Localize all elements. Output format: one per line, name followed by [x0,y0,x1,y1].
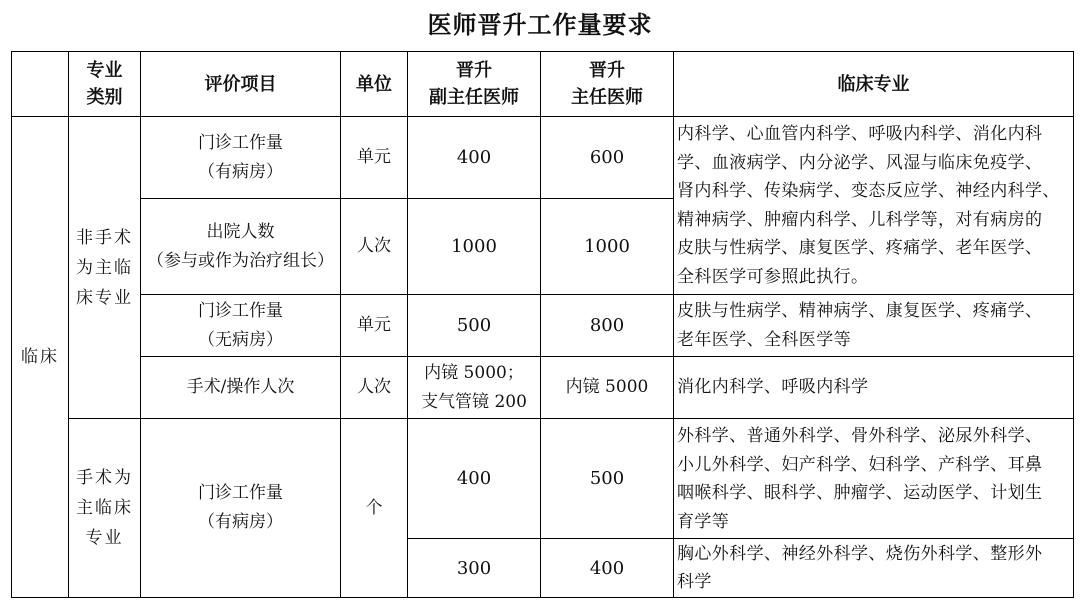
item-cell [141,199,341,295]
header-item: 评价项目 [141,52,341,117]
header-chief [541,52,674,117]
unit-cell: 单元 [341,117,408,199]
specialty-line: 全科医学可参照此执行。 [677,266,869,287]
deputy-cell [408,357,541,419]
specialty-cell [674,539,1074,598]
deputy-cell: 500 [408,295,541,357]
header-chief-line1: 晋升 [589,60,625,81]
chief-cell: 500 [541,419,674,539]
header-unit: 单位 [341,52,408,117]
specialty-line: 消化内科学、呼吸内科学 [677,377,869,398]
specialty-cell [674,295,1074,357]
deputy-cell: 400 [408,117,541,199]
chief-cell: 内镜 5000 [541,357,674,419]
unit-cell: 人次 [341,357,408,419]
item-line1: 出院人数 [206,221,275,242]
category-nonsurgical [69,117,141,419]
specialty-line: 学、血液病学、内分泌学、风湿与临床免疫学、 [677,152,1043,173]
header-blank [12,52,69,117]
page-title: 医师晋升工作量要求 [427,11,653,39]
specialty-cell [674,419,1074,539]
header-deputy-line1: 晋升 [456,60,492,81]
specialty-line: 外科学、普通外科学、骨外科学、泌尿外科学、 [677,426,1043,446]
unit-cell: 单元 [341,295,408,357]
specialty-line: 老年医学、全科医学等 [677,329,851,350]
specialty-line: 小儿外科学、妇产科学、妇科学、产科学、耳鼻 [677,454,1043,475]
unit-cell: 人次 [341,199,408,295]
item-cell [141,117,341,199]
category-nonsurgical-line1: 非手术 [76,227,133,248]
category-surgical-line1: 手术为 [76,468,133,488]
item-line2: （参与或作为治疗组长） [147,250,334,271]
header-category-line2: 类别 [86,87,123,108]
header-category-line1: 专业 [86,60,123,81]
header-specialty: 临床专业 [674,52,1074,117]
header-chief-line2: 主任医师 [571,87,643,108]
table-row [12,357,1074,419]
header-category [69,52,141,117]
item-line2: （有病房） [198,161,283,182]
deputy-cell: 1000 [408,199,541,295]
deputy-cell: 400 [408,419,541,539]
category-nonsurgical-line3: 床专业 [76,287,133,308]
workload-table [11,51,1074,598]
item-line1: 门诊工作量 [198,132,283,153]
specialty-line: 内科学、心血管内科学、呼吸内科学、消化内科 [677,124,1043,144]
item-cell [141,419,341,598]
item-cell [141,295,341,357]
header-row [12,52,1074,117]
specialty-line: 肾内科学、传染病学、变态反应学、神经内科学、 [677,181,1060,201]
specialty-line: 精神病学、肿瘤内科学、儿科学等，对有病房的 [677,209,1043,230]
header-deputy-line2: 副主任医师 [429,87,519,108]
deputy-cell: 300 [408,539,541,598]
category-nonsurgical-line2: 为主临 [76,257,133,278]
specialty-line: 胸心外科学、神经外科学、烧伤外科学、整形外 [677,543,1043,564]
chief-cell: 800 [541,295,674,357]
category-surgical [69,419,141,598]
specialty-line: 科学 [677,572,712,592]
deputy-line2: 支气管镜 200 [421,391,527,412]
specialty-line: 咽喉科学、眼科学、肿瘤学、运动医学、计划生 [677,483,1043,503]
specialty-cell [674,357,1074,419]
category-surgical-line3: 专业 [85,528,124,548]
chief-cell: 600 [541,117,674,199]
group-label: 临床 [12,117,69,598]
header-deputy [408,52,541,117]
table-row [12,419,1074,539]
table-row [12,295,1074,357]
item-line1: 门诊工作量 [198,300,283,321]
item-line1: 门诊工作量 [198,483,283,503]
chief-cell: 1000 [541,199,674,295]
specialty-line: 育学等 [677,511,730,532]
table-row [12,117,1074,199]
specialty-line: 皮肤与性病学、康复医学、疼痛学、老年医学、 [677,238,1043,258]
item-line2: （有病房） [198,512,283,532]
item-line2: （无病房） [198,329,283,350]
deputy-line1: 内镜 5000； [424,362,524,383]
chief-cell: 400 [541,539,674,598]
specialty-cell [674,117,1074,295]
unit-cell: 个 [341,419,408,598]
specialty-line: 皮肤与性病学、精神病学、康复医学、疼痛学、 [677,301,1043,321]
category-surgical-line2: 主临床 [76,498,133,518]
item-cell: 手术/操作人次 [141,357,341,419]
